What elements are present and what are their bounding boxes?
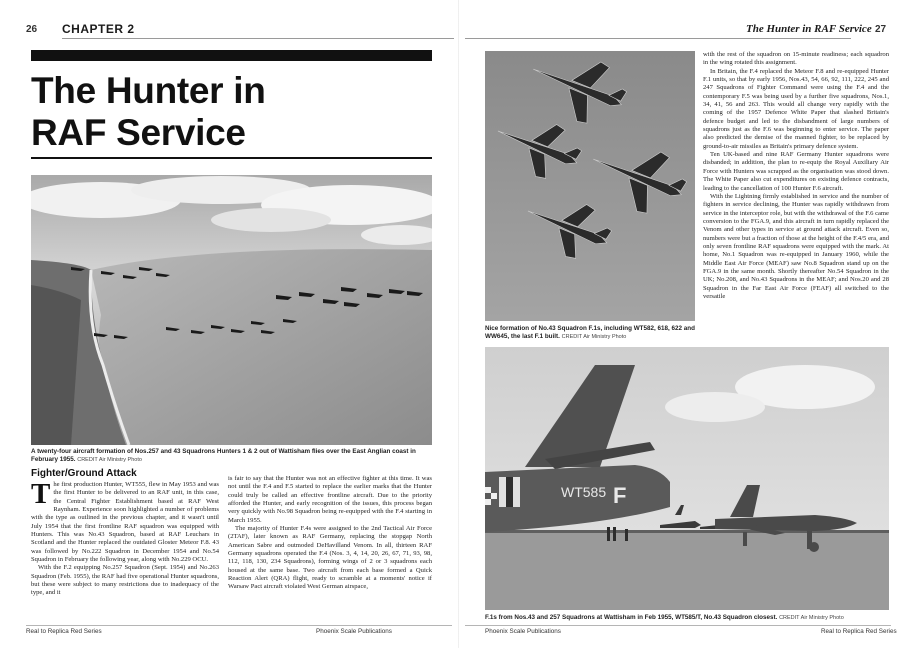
page-number-right: 27 bbox=[875, 23, 887, 35]
main-caption-credit: CREDIT Air Ministry Photo bbox=[77, 457, 142, 464]
paragraph: Ten UK-based and nine RAF Germany Hunter squadrons were disbanded; in addition, the plan to re-equip the Royal Auxiliary Air Force with Hunters was scrapped as the organisation was stood down. The White Paper also cut expenditures on existing defence contracts, leading to the cancellation of 100 Hunter F.6 aircraft. bbox=[703, 151, 889, 192]
drop-cap: T bbox=[31, 481, 51, 510]
header-rule-left bbox=[62, 38, 454, 39]
title-line-2: RAF Service bbox=[31, 112, 246, 153]
formation-photo bbox=[31, 175, 432, 445]
page-title bbox=[31, 70, 431, 154]
main-caption-text: A twenty-four aircraft formation of Nos.257 and 43 Squadrons Hunters 1 & 2 out of Wattisham flies over the East Anglian coast in February 1955. bbox=[31, 448, 416, 464]
right-column bbox=[703, 51, 889, 343]
paragraph-text: he first production Hunter, WT555, flew in May 1953 and was the first Hunter to be delivered to an RAF unit, in this case, the Central Fighter Establishment based at RAF West Raynham. Experience soon highlighted a number of problems with the type as outlined in the previous chapter, and it wasn't until July 1954 that the first frontline RAF squadron was equipped with Hunters. This was No.43 Squadron, based at RAF Leuchars in Scotland and the Hunter replaced the outdated Gloster Meteor F.8. 43 was followed by No.222 Squadron in December 1954 and No.54 Squadron in February the following year, along with No.229 OCU. bbox=[31, 481, 219, 564]
left-column-1 bbox=[31, 481, 219, 623]
bottom-caption-text: F.1s from Nos.43 and 257 Squadrons at Wattisham in Feb 1955, WT585/T, No.43 Squadron closest. bbox=[485, 614, 778, 621]
bottom-photo-caption bbox=[485, 614, 889, 622]
left-column-2 bbox=[228, 475, 432, 623]
paragraph: is fair to say that the Hunter was not an effective fighter at this time. It was not until the F.4 and F.5 started to replace the earlier marks that the Hunter could truly be called an effective frontline aircraft. Due to the priority afforded the Hunter, and early recognition of the issues, this process began very quickly with No.98 Squadron being re-equipped with the F.4 starting in March 1955. bbox=[228, 475, 432, 524]
flightline-photo bbox=[485, 347, 889, 610]
page-number-left: 26 bbox=[26, 23, 38, 35]
title-line-1: The Hunter in bbox=[31, 70, 266, 111]
footer-publisher-left: Phoenix Scale Publications bbox=[316, 628, 392, 635]
top-caption-text: Nice formation of No.43 Squadron F.1s, including WT582, 618, 622 and WW645, the last F.1 built. bbox=[485, 325, 695, 341]
right-page bbox=[459, 0, 917, 648]
paragraph: The majority of Hunter F.4s were assigned to the 2nd Tactical Air Force (2TAF), later known as RAF Germany, replacing the stopgap North American Sabre and outmoded DeHavilland Venom. In all, thirteen RAF Germany squadrons operated the F.4 (Nos. 3, 4, 14, 20, 26, 67, 71, 93, 98, 112, 118, 130, 234 Squadrons), forming wings of 2 or 3 squadrons each housed at the same base. Two aircraft from each base formed a Quick Reaction Alert (QRA) flight, ready to scramble at a moments' notice if Warsaw Pact aircraft violated West German airspace, bbox=[228, 525, 432, 591]
right-header bbox=[875, 18, 886, 40]
left-header bbox=[26, 18, 37, 40]
aircraft-letter: F bbox=[613, 483, 627, 508]
bottom-caption-credit: CREDIT Air Ministry Photo bbox=[779, 615, 844, 621]
paragraph: In Britain, the F.4 replaced the Meteor F.8 and re-equipped Hunter F.1 units, so that by early 1956, Nos.43, 54, 66, 92, 111, 222, 245 and 247 Squadrons of Fighter Command were using the F.4 and the contemporary F.5 was being used by a further five squadrons, Nos.1, 34, 41, 56 and 263. This would all change very rapidly with the coming of the 1957 Defence White Paper that slashed Britain's defence budget and led to the disbandment of large numbers of squadrons just as the F.6 was beginning to enter service. The paper also predicted the demise of the manned fighter, to be replaced by ground-to-air missiles as Britain's primary defence system. bbox=[703, 67, 889, 150]
running-head-text: The Hunter in RAF Service bbox=[746, 23, 872, 35]
paragraph bbox=[31, 481, 219, 564]
footer-publisher-right: Phoenix Scale Publications bbox=[485, 628, 561, 635]
footer-series-right: Real to Replica Red Series bbox=[821, 628, 897, 635]
title-bar bbox=[31, 50, 432, 61]
running-head bbox=[746, 18, 872, 40]
title-rule bbox=[31, 157, 432, 159]
footer-rule-left bbox=[26, 625, 452, 626]
paragraph: With the F.2 equipping No.257 Squadron (Sept. 1954) and No.263 Squadron (Feb. 1955), the RAF had five operational Hunter squadrons, but these were subject to many restrictions due to inadequacy of the type, and it bbox=[31, 564, 219, 597]
f1-formation-photo bbox=[485, 51, 695, 321]
top-photo-caption bbox=[485, 325, 695, 341]
aircraft-serial: WT585 bbox=[561, 484, 607, 500]
left-page bbox=[0, 0, 458, 648]
section-subhead: Fighter/Ground Attack bbox=[31, 468, 137, 479]
main-photo-caption bbox=[31, 448, 432, 464]
chapter-label: CHAPTER 2 bbox=[62, 22, 135, 36]
paragraph: with the rest of the squadron on 15-minute readiness; each squadron in the wing rotated this assignment. bbox=[703, 51, 889, 67]
footer-series-left: Real to Replica Red Series bbox=[26, 628, 102, 635]
chapter-header bbox=[62, 18, 135, 40]
top-caption-credit: CREDIT Air Ministry Photo bbox=[561, 334, 627, 341]
footer-rule-right bbox=[465, 625, 891, 626]
paragraph: With the Lightning firmly established in service and the number of fighters in service declining, the Hunter was rapidly withdrawn from service in the interceptor role, but with the withdrawal of the F.6 came conversion to the FGA.9, and this aircraft in turn rapidly replaced the Venom and other types in service at ground attack aircraft. Even so, numbers were but a fraction of those at the height of the F.4/5 era, and only seven frontline RAF squadrons were equipped with the mark. At home, No.1 Squadron was re-equipped in January 1960, while the Middle East Air Force (MEAF) saw No.8 Squadron stand up on the FGA.9 in the same month. Shortly thereafter No.54 Squadron in the UK; No.208, and No.43 Squadrons in the MEAF; and Nos.20 and 28 Squadron in the Far East Air Force (FEAF) all switched to the versatile bbox=[703, 192, 889, 300]
